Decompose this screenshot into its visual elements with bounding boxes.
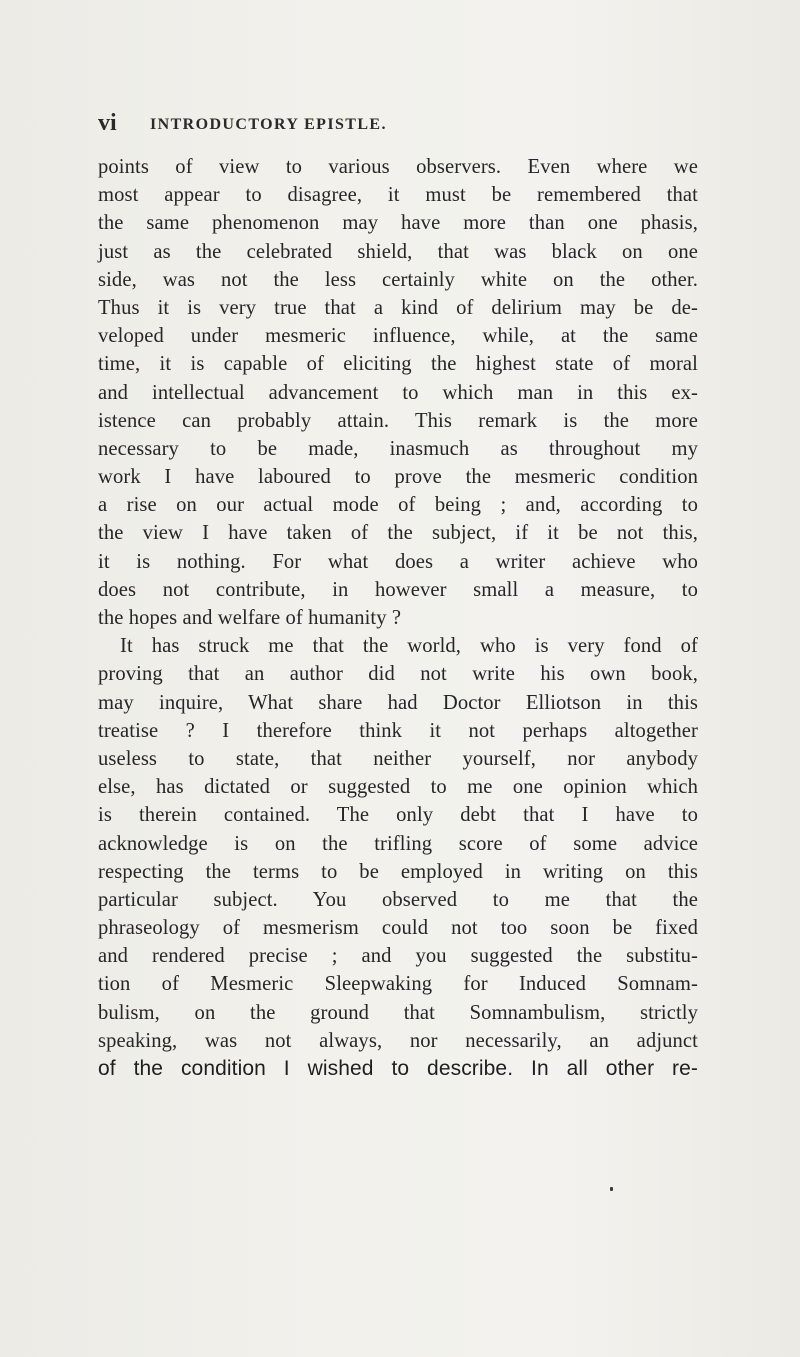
text-line: the hopes and welfare of humanity ? <box>98 607 402 629</box>
body-text <box>98 153 698 1083</box>
text-line: bulism, on the ground that Somnambulism, strictly <box>98 1001 698 1024</box>
text-line: the view I have taken of the subject, if it be not this, <box>98 522 698 545</box>
text-line: Thus it is very true that a kind of delirium may be de- <box>98 296 698 319</box>
running-title: INTRODUCTORY EPISTLE. <box>150 116 387 133</box>
text-line: of the condition I wished to describe. In all other re- <box>98 1057 698 1080</box>
text-line: else, has dictated or suggested to me one opinion which <box>98 776 698 799</box>
text-line: speaking, was not always, nor necessarily, an adjunct <box>98 1029 698 1052</box>
text-line: phraseology of mesmerism could not too soon be fixed <box>98 917 698 940</box>
text-line: respecting the terms to be employed in writing on this <box>98 860 698 883</box>
text-line: points of view to various observers. Even where we <box>98 156 698 178</box>
text-line: work I have laboured to prove the mesmeric condition <box>98 466 698 489</box>
text-line: does not contribute, in however small a measure, to <box>98 578 698 601</box>
text-line: tion of Mesmeric Sleepwaking for Induced Somnam- <box>98 973 698 996</box>
text-line: veloped under mesmeric influence, while, at the same <box>98 325 698 348</box>
text-line: It has struck me that the world, who is very fond of <box>120 635 698 658</box>
text-line: time, it is capable of eliciting the highest state of moral <box>98 353 698 376</box>
text-line: proving that an author did not write his own book, <box>98 663 698 686</box>
text-line: side, was not the less certainly white on the other. <box>98 268 698 291</box>
text-line: particular subject. You observed to me that the <box>98 888 698 911</box>
text-line: most appear to disagree, it must be remembered that <box>98 184 698 207</box>
text-line: acknowledge is on the trifling score of some advice <box>98 832 698 855</box>
text-line: is therein contained. The only debt that I have to <box>98 804 698 827</box>
text-line: it is nothing. For what does a writer achieve who <box>98 550 698 573</box>
text-line: useless to state, that neither yourself, nor anybody <box>98 747 698 770</box>
text-line: a rise on our actual mode of being ; and, according to <box>98 494 698 517</box>
paper-speck <box>610 1187 613 1191</box>
text-line: necessary to be made, inasmuch as throughout my <box>98 437 698 460</box>
text-line: and rendered precise ; and you suggested the substitu- <box>98 945 698 968</box>
text-line: treatise ? I therefore think it not perhaps altogether <box>98 719 698 742</box>
running-head <box>98 110 698 140</box>
text-line: just as the celebrated shield, that was black on one <box>98 240 698 263</box>
text-line: may inquire, What share had Doctor Elliotson in this <box>98 691 698 714</box>
page-number: vi <box>98 110 117 136</box>
text-line: the same phenomenon may have more than one phasis, <box>98 212 698 235</box>
text-line: and intellectual advancement to which man in this ex- <box>98 381 698 404</box>
text-line: istence can probably attain. This remark is the more <box>98 409 698 432</box>
